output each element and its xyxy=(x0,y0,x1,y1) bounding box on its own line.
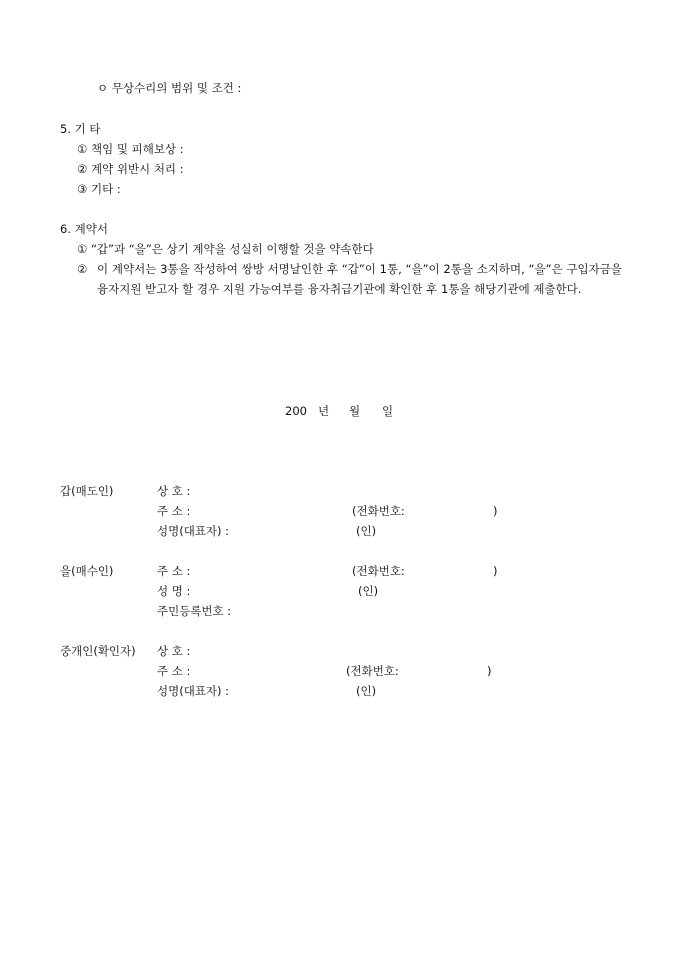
section-6-item-2-text: 이 계약서는 3통을 작성하여 쌍방 서명날인한 후 “갑”이 1통, “을”이 2통을 소지하며, “을”은 구입자금을 융자지원 받고자 할 경우 지원 가능여부를 융자취급기관에 확인한 후 1통을 해당기관에 제출한다. xyxy=(97,262,622,296)
section-5-item-liability: ① 책임 및 피해보상 : xyxy=(77,142,184,156)
broker-name-label: 성명(대표자) : xyxy=(157,684,230,698)
buyer-address-label: 주 소 : xyxy=(157,564,191,578)
broker-address-label: 주 소 : xyxy=(157,664,191,678)
broker-phone-label: (전화번호: xyxy=(346,664,399,678)
buyer-resident-id-label: 주민등록번호 : xyxy=(157,604,232,618)
repair-scope-item: ㅇ 무상수리의 범위 및 조건 : xyxy=(97,81,242,95)
section-5-title: 5. 기 타 xyxy=(60,122,101,136)
broker-company-label: 상 호 : xyxy=(157,644,191,658)
section-6-item-1: ① “갑”과 “을”은 상기 계약을 성실히 이행할 것을 약속한다 xyxy=(77,242,374,256)
seller-phone-label: (전화번호: xyxy=(352,504,405,518)
date-year: 200 xyxy=(285,404,307,418)
seller-company-label: 상 호 : xyxy=(157,484,191,498)
broker-phone-close: ) xyxy=(487,664,492,678)
section-5-item-other: ③ 기타 : xyxy=(77,182,121,196)
buyer-phone-label: (전화번호: xyxy=(352,564,405,578)
date-day-unit: 일 xyxy=(382,404,394,418)
section-6-item-2-marker: ② xyxy=(77,262,88,276)
seller-seal-mark: (인) xyxy=(356,524,377,538)
broker-role-label: 중개인(확인자) xyxy=(60,644,136,658)
seller-address-label: 주 소 : xyxy=(157,504,191,518)
date-month-unit: 월 xyxy=(349,404,361,418)
buyer-seal-mark: (인) xyxy=(358,584,379,598)
date-year-unit: 년 xyxy=(318,404,330,418)
broker-seal-mark: (인) xyxy=(356,684,377,698)
buyer-name-label: 성 명 : xyxy=(157,584,191,598)
section-6-title: 6. 계약서 xyxy=(60,222,108,236)
section-5-item-breach: ② 계약 위반시 처리 : xyxy=(77,162,184,176)
seller-name-label: 성명(대표자) : xyxy=(157,524,230,538)
seller-role-label: 갑(매도인) xyxy=(60,484,114,498)
buyer-phone-close: ) xyxy=(493,564,498,578)
buyer-role-label: 을(매수인) xyxy=(60,564,114,578)
seller-phone-close: ) xyxy=(493,504,498,518)
